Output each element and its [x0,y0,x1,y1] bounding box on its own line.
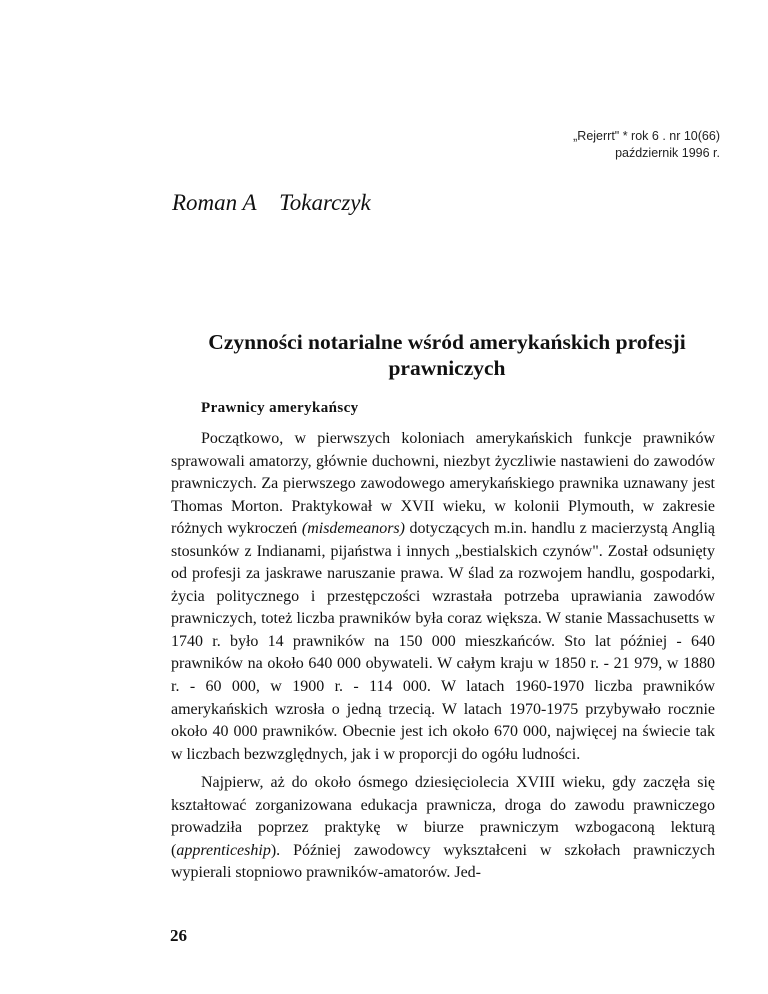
article-title: Czynności notarialne wśród amerykańskich profesji prawniczych [208,330,686,380]
paragraph-text: Najpierw, aż do około ósmego dziesięciolecia XVIII wieku, gdy zaczęła się kształtować zorganizowana edukacja prawnicza, droga do zawodu prawniczego prowadziła poprzez praktykę w biurze prawniczym wzbogaconą lekturą ( [171,774,715,859]
paragraph-italic-term: (misdemeanors) [301,520,405,538]
section-heading: Prawnicy amerykańscy [201,400,359,416]
paragraph-italic-term: apprenticeship [176,841,271,859]
page-number: 26 [170,926,187,945]
body-paragraph-1 [171,428,715,766]
journal-header [480,128,720,162]
paragraph-text: Początkowo, w pierwszych koloniach amerykańskich funkcje prawników sprawowali amatorzy, głównie duchowni, niezbyt życzliwie nastawieni do zawodów prawniczych. Za pierwszego zawodowego amerykańskiego prawnika uznawany jest Thomas Morton. Praktykował w XVII wieku, w kolonii Plymouth, w zakresie różnych wykroczeń [171,430,715,538]
paragraph-text: ). Później zawodowcy wykształceni w szkołach prawniczych wypierali stopniowo prawników-amatorów. Jed- [171,841,715,882]
journal-date: październik 1996 r. [615,146,720,160]
paragraph-text: dotyczących m.in. handlu z macierzystą Anglią stosunków z Indianami, pijaństwa i innych „bestialskich czynów". Został odsunięty od profesji za jaskrawe naruszanie prawa. W ślad za rozwojem handlu, gospodarki, życia politycznego i przestępczości wzrastała potrzeba uprawiania zawodów prawniczych, toteż liczba prawników była coraz większa. W stanie Massachusetts w 1740 r. było 14 prawników na 150 000 mieszkańców. Sto lat później - 640 prawników na około 640 000 obywateli. W całym kraju w 1850 r. - 21 979, w 1880 r. - 60 000, w 1900 r. - 114 000. W latach 1960-1970 liczba prawników amerykańskich wzrosła o jedną trzecią. W latach 1970-1975 przybywało rocznie około 40 000 prawników. Obecnie jest ich około 670 000, najwięcej na świecie tak w liczbach bezwzględnych, jak i w proporcji do ogółu ludności. [171,520,715,763]
journal-issue: „Rejerrt" * rok 6 . nr 10(66) [573,129,720,143]
body-paragraph-2 [171,772,715,885]
author-name: Roman A Tokarczyk [172,190,371,215]
